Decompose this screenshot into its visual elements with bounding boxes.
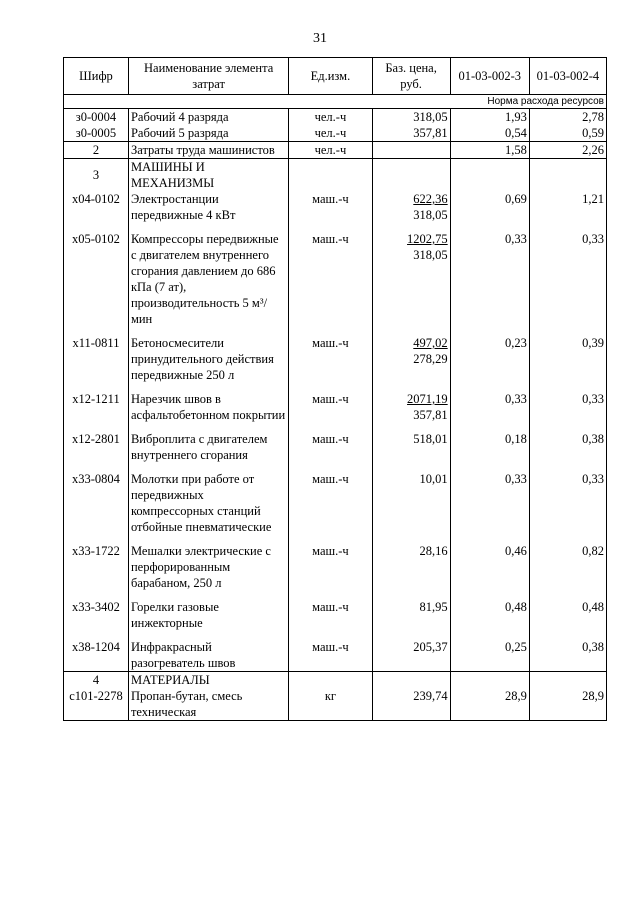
resource-price-cell	[372, 431, 450, 463]
resource-unit: маш.-ч	[289, 543, 372, 591]
section-4-row	[64, 672, 607, 689]
section-2-price	[372, 142, 450, 159]
machine-row	[64, 599, 607, 631]
row-spacer	[64, 327, 607, 335]
resource-name	[128, 431, 288, 463]
row-spacer	[64, 591, 607, 599]
resource-name	[128, 191, 288, 223]
resource-price: 357,81	[372, 125, 450, 142]
resource-norm-table	[63, 57, 607, 721]
section-3-title: МАШИНЫ И МЕХАНИЗМЫ	[128, 159, 288, 192]
resource-price: 518,01	[413, 432, 448, 446]
resource-code: х11-0811	[64, 335, 129, 383]
resource-price: 1202,75	[407, 232, 448, 246]
resource-code: х12-2801	[64, 431, 129, 463]
resource-name	[128, 543, 288, 591]
resource-price-cell	[372, 639, 450, 672]
header-col-a: 01-03-002-3	[450, 58, 529, 95]
row-spacer	[64, 223, 607, 231]
resource-price-cell	[372, 599, 450, 631]
section-2-unit: чел.-ч	[289, 142, 372, 159]
resource-name	[128, 471, 288, 535]
resource-code: х33-3402	[64, 599, 129, 631]
resource-price: 205,37	[413, 640, 448, 654]
resource-unit: маш.-ч	[289, 335, 372, 383]
section-2-name: Затраты труда машинистов	[128, 142, 288, 159]
resource-price-cell	[372, 391, 450, 423]
resource-code: х38-1204	[64, 639, 129, 672]
header-name: Наименование элемента затрат	[128, 58, 288, 95]
machine-row	[64, 231, 607, 327]
resource-price-cell	[372, 191, 450, 223]
norm-col-a: 0,69	[450, 191, 529, 223]
header-code: Шифр	[64, 58, 129, 95]
resource-unit: маш.-ч	[289, 599, 372, 631]
norm-col-b: 0,39	[529, 335, 606, 383]
row-spacer	[64, 383, 607, 391]
resource-price: 28,16	[419, 544, 448, 558]
resource-price-secondary: 318,05	[413, 248, 448, 262]
resource-code: с101-2278	[64, 688, 129, 721]
section-2-col-a: 1,58	[450, 142, 529, 159]
resource-code: з0-0004	[64, 109, 129, 126]
norm-col-b: 0,48	[529, 599, 606, 631]
page-number: 31	[313, 31, 327, 46]
machine-row	[64, 191, 607, 223]
resource-price-secondary: 318,05	[413, 208, 448, 222]
norm-col-a: 0,33	[450, 471, 529, 535]
norm-label-row	[64, 95, 607, 109]
norm-col-a: 0,54	[450, 125, 529, 142]
resource-unit: маш.-ч	[289, 191, 372, 223]
resource-price: 10,01	[419, 472, 448, 486]
resource-name: Пропан-бутан, смесь техническая	[128, 688, 288, 721]
resource-unit: маш.-ч	[289, 431, 372, 463]
header-unit: Ед.изм.	[289, 58, 372, 95]
norm-col-b: 2,78	[529, 109, 606, 126]
resource-name-text: Нарезчик швов в асфальтобетонном покрытии	[130, 392, 286, 422]
resource-name: Рабочий 4 разряда	[128, 109, 288, 126]
section-3-code: 3	[64, 159, 129, 192]
norm-col-b: 0,82	[529, 543, 606, 591]
norm-col-a: 0,33	[450, 391, 529, 423]
resource-name: Рабочий 5 разряда	[128, 125, 288, 142]
resource-price-cell	[372, 543, 450, 591]
resource-name	[128, 335, 288, 383]
header-price: Баз. цена, руб.	[372, 58, 450, 95]
resource-price-cell	[372, 231, 450, 327]
resource-unit: кг	[289, 688, 372, 721]
norm-col-b: 0,59	[529, 125, 606, 142]
resource-price: 239,74	[372, 688, 450, 721]
norm-label: Норма расхода ресурсов	[64, 95, 607, 109]
machine-row	[64, 471, 607, 535]
resource-code: х33-0804	[64, 471, 129, 535]
resource-price: 2071,19	[407, 392, 448, 406]
resource-price: 497,02	[413, 336, 448, 350]
resource-name-text: Горелки газовые инжекторные	[130, 600, 219, 630]
resource-name	[128, 231, 288, 327]
norm-col-a: 0,25	[450, 639, 529, 672]
norm-col-b: 28,9	[529, 688, 606, 721]
resource-price: 318,05	[372, 109, 450, 126]
resource-unit: маш.-ч	[289, 471, 372, 535]
machine-row	[64, 639, 607, 672]
resource-code: х04-0102	[64, 191, 129, 223]
machine-row	[64, 543, 607, 591]
norm-col-a: 0,23	[450, 335, 529, 383]
norm-col-b: 0,33	[529, 471, 606, 535]
resource-name-text: Виброплита с двигателем внутреннего сгорания	[130, 432, 268, 462]
resource-unit: маш.-ч	[289, 231, 372, 327]
resource-name	[128, 599, 288, 631]
machine-row	[64, 431, 607, 463]
norm-col-a: 28,9	[450, 688, 529, 721]
norm-col-a: 0,46	[450, 543, 529, 591]
resource-name	[128, 391, 288, 423]
resource-price-cell	[372, 471, 450, 535]
resource-name-text: Бетоносмесители принудительного действия передвижные 250 л	[130, 336, 274, 382]
norm-col-a: 1,93	[450, 109, 529, 126]
resource-name-text: Электростанции передвижные 4 кВт	[130, 192, 236, 222]
table-header-row	[64, 58, 607, 95]
resource-name-text: Молотки при работе от передвижных компрессорных станций отбойные пневматические	[130, 472, 272, 534]
norm-col-b: 0,38	[529, 639, 606, 672]
resource-unit: маш.-ч	[289, 391, 372, 423]
resource-name-text: Мешалки электрические с перфорированным барабаном, 250 л	[130, 544, 271, 590]
norm-col-a: 0,48	[450, 599, 529, 631]
resource-name-text: Компрессоры передвижные с двигателем внутреннего сгорания давлением до 686 кПа (7 ат), производительность 5 м³/мин	[130, 232, 279, 326]
resource-unit: чел.-ч	[289, 125, 372, 142]
section-4-code: 4	[64, 672, 129, 689]
section-2-col-b: 2,26	[529, 142, 606, 159]
row-spacer	[64, 631, 607, 639]
section-4-title: МАТЕРИАЛЫ	[128, 672, 288, 689]
machine-row	[64, 391, 607, 423]
resource-unit: маш.-ч	[289, 639, 372, 672]
resource-name	[128, 639, 288, 672]
resource-price-secondary: 357,81	[413, 408, 448, 422]
norm-col-b: 1,21	[529, 191, 606, 223]
resource-price: 622,36	[413, 192, 448, 206]
row-spacer	[64, 535, 607, 543]
header-col-b: 01-03-002-4	[529, 58, 606, 95]
norm-col-a: 0,18	[450, 431, 529, 463]
resource-code: х05-0102	[64, 231, 129, 327]
machine-row	[64, 335, 607, 383]
resource-price-cell	[372, 335, 450, 383]
material-row	[64, 688, 607, 721]
labor-row	[64, 125, 607, 142]
section-2-code: 2	[64, 142, 129, 159]
norm-col-a: 0,33	[450, 231, 529, 327]
resource-code: х33-1722	[64, 543, 129, 591]
resource-price-secondary: 278,29	[413, 352, 448, 366]
norm-col-b: 0,38	[529, 431, 606, 463]
resource-price: 81,95	[419, 600, 448, 614]
norm-col-b: 0,33	[529, 231, 606, 327]
norm-col-b: 0,33	[529, 391, 606, 423]
labor-row	[64, 109, 607, 126]
section-3-row	[64, 159, 607, 192]
resource-code: х12-1211	[64, 391, 129, 423]
resource-name-text: Инфракрасный разогреватель швов	[130, 640, 236, 670]
resource-unit: чел.-ч	[289, 109, 372, 126]
row-spacer	[64, 423, 607, 431]
section-2-row	[64, 142, 607, 159]
row-spacer	[64, 463, 607, 471]
resource-code: з0-0005	[64, 125, 129, 142]
